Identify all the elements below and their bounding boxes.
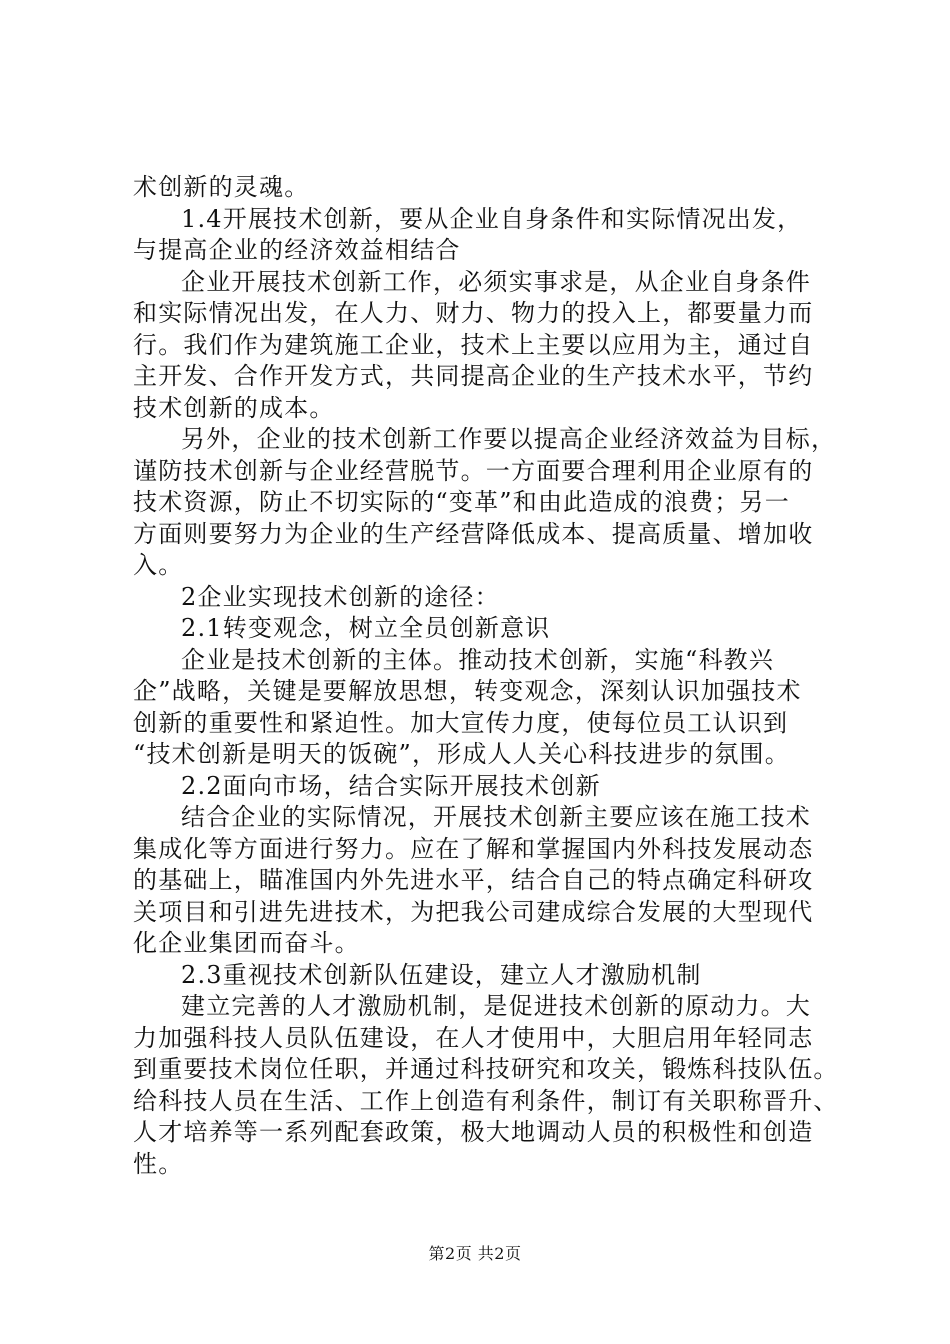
text-line: 2.3重视技术创新队伍建设，建立人才激励机制 [181,960,702,989]
page-footer: 第2页 共2页 [428,1244,522,1263]
text-line: 创新的重要性和紧迫性。加大宣传力度，使每位员工认识到 [133,708,789,737]
text-line: 技术资源，防止不切实际的“变革”和由此造成的浪费；另一 [133,488,790,516]
text-line: 2企业实现技术创新的途径： [181,582,500,611]
document-body [133,172,839,1180]
text-line: 的基础上，瞄准国内外先进水平，结合自己的特点确定科研攻 [133,866,814,894]
text-line: 术创新的灵魂。 [133,173,310,201]
text-line: 另外，企业的技术创新工作要以提高企业经济效益为目标， [181,425,837,453]
text-line: 1.4开展技术创新，要从企业自身条件和实际情况出发， [181,204,803,233]
text-line: 方面则要努力为企业的生产经营降低成本、提高质量、增加收 [133,519,814,548]
text-line: 化企业集团而奋斗。 [133,929,360,957]
text-line: 主开发、合作开发方式，共同提高企业的生产技术水平，节约 [133,362,814,390]
text-line: 企”战略，关键是要解放思想，转变观念，深刻认识加强技术 [133,677,802,705]
text-line: 性。 [133,1149,184,1178]
text-line: 和实际情况出发，在人力、财力、物力的投入上，都要量力而 [133,299,814,327]
text-line: 与提高企业的经济效益相结合 [133,236,461,264]
text-line: 给科技人员在生活、工作上创造有利条件，制订有关职称晋升、 [133,1086,839,1115]
text-line: 力加强科技人员队伍建设，在人才使用中，大胆启用年轻同志 [133,1023,814,1052]
text-line: 结合企业的实际情况，开展技术创新主要应该在施工技术 [181,803,811,831]
text-line: 企业开展技术创新工作，必须实事求是，从企业自身条件 [181,267,811,296]
text-line: 2.2面向市场，结合实际开展技术创新 [181,771,601,800]
text-line: 行。我们作为建筑施工企业，技术上主要以应用为主，通过自 [133,330,814,359]
text-line: 企业是技术创新的主体。推动技术创新，实施“科教兴 [181,645,775,674]
text-line: “技术创新是明天的饭碗”，形成人人关心科技进步的氛围。 [133,740,790,768]
text-line: 建立完善的人才激励机制，是促进技术创新的原动力。大 [181,992,811,1020]
text-line: 集成化等方面进行努力。应在了解和掌握国内外科技发展动态 [133,834,814,863]
text-line: 到重要技术岗位任职，并通过科技研究和攻关，锻炼科技队伍。 [133,1055,839,1083]
text-line: 人才培养等一系列配套政策，极大地调动人员的积极性和创造 [133,1118,814,1146]
text-line: 入。 [133,551,184,579]
text-line: 关项目和引进先进技术，为把我公司建成综合发展的大型现代 [133,897,814,926]
text-line: 谨防技术创新与企业经营脱节。一方面要合理利用企业原有的 [133,456,814,485]
text-line: 2.1转变观念，树立全员创新意识 [181,614,551,642]
text-line: 技术创新的成本。 [133,393,335,422]
